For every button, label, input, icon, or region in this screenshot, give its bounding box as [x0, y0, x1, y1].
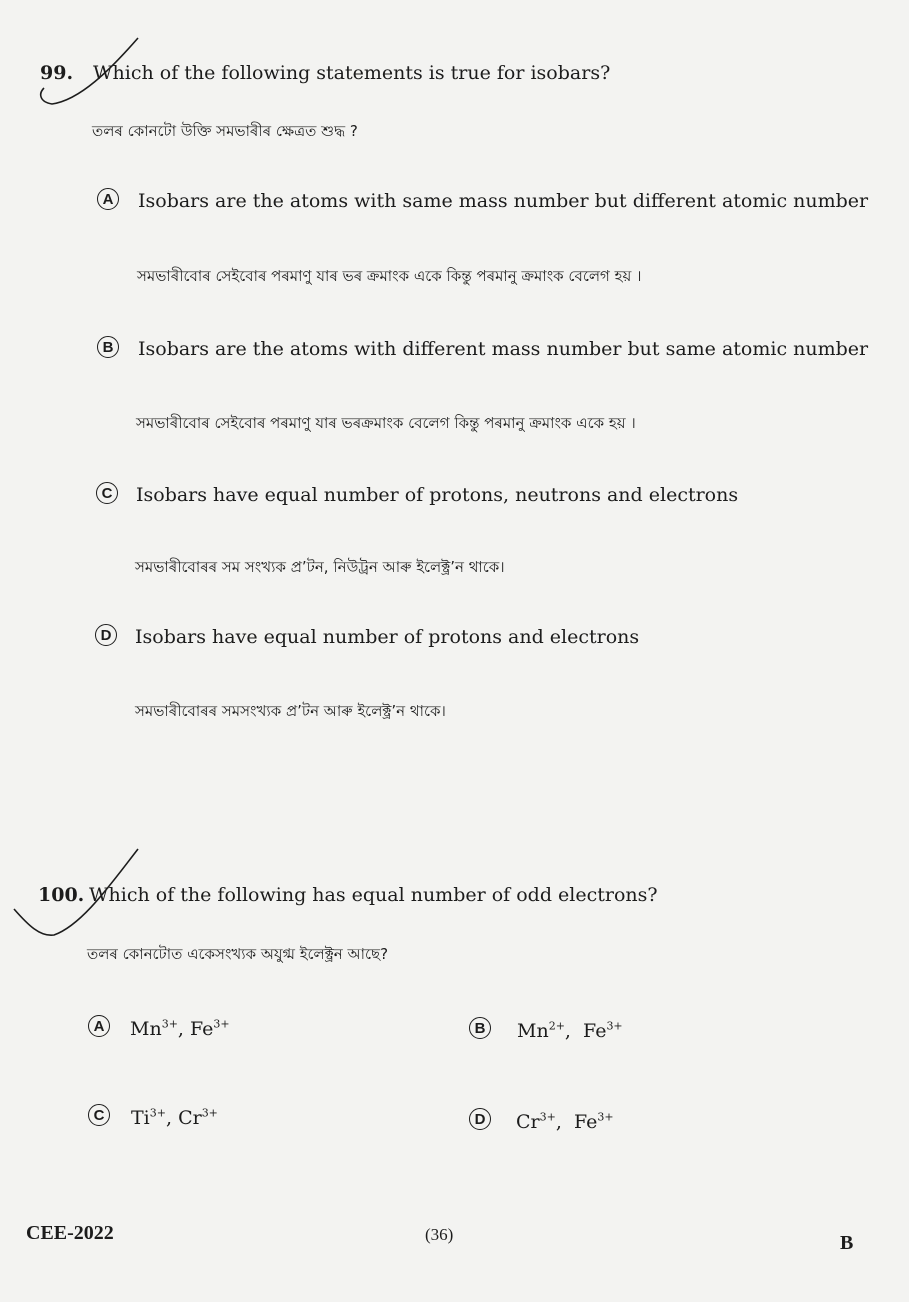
question-100-number: 100.: [38, 884, 85, 906]
option-b-marker[interactable]: B: [97, 336, 119, 358]
option-a-marker[interactable]: A: [97, 188, 119, 210]
question-100-text-assamese: তলৰ কোনটোত একেসংখ্যক অযুগ্ম ইলেক্ট্ৰন আছে?: [87, 945, 389, 963]
option-c-marker[interactable]: C: [96, 482, 118, 504]
footer-exam-code: CEE-2022: [26, 1222, 114, 1244]
q100-option-c-marker[interactable]: C: [88, 1104, 110, 1126]
q99-option-c-text-assamese: সমভাৰীবোৰৰ সম সংখ্যক প্ৰ’টন, নিউট্ৰন আৰু ইলেক্ট্ৰ’ন থাকে।: [135, 558, 505, 576]
handwritten-tick-100: [10, 845, 150, 945]
footer-page-number: (36): [425, 1225, 454, 1244]
q100-option-a-text: $Mn^{3+}$, $Fe^{3+}$: [130, 1017, 230, 1040]
q100-option-c-text: $Ti^{3+}$, $Cr^{3+}$: [131, 1106, 218, 1129]
question-99-text: Which of the following statements is true for isobars?: [93, 62, 611, 84]
option-d-marker[interactable]: D: [95, 624, 117, 646]
q99-option-a-text-assamese: সমভাৰীবোৰ সেইবোৰ পৰমাণু যাৰ ভৰ ক্ৰমাংক একে কিন্তু পৰমানু ক্ৰমাংক বেলেগ হয় ।: [137, 267, 642, 285]
q99-option-d-text-assamese: সমভাৰীবোৰৰ সমসংখ্যক প্ৰ’টন আৰু ইলেক্ট্ৰ’ন থাকে।: [135, 702, 446, 720]
q99-option-d-text: Isobars have equal number of protons and electrons: [135, 626, 640, 648]
q99-option-b-text-assamese: সমভাৰীবোৰ সেইবোৰ পৰমাণু যাৰ ভৰক্ৰমাংক বেলেগ কিন্তু পৰমানু ক্ৰমাংক একে হয় ।: [136, 414, 636, 432]
question-100-text: Which of the following has equal number of odd electrons?: [89, 884, 658, 906]
handwritten-tick-99: [30, 30, 150, 110]
q99-option-b-text: Isobars are the atoms with different mass number but same atomic number: [138, 338, 869, 360]
q100-option-d-marker[interactable]: D: [469, 1108, 491, 1130]
question-99-text-assamese: তলৰ কোনটো উক্তি সমভাৰীৰ ক্ষেত্ৰত শুদ্ধ ?: [92, 122, 358, 140]
q100-option-d-text: $Cr^{3+}$, $Fe^{3+}$: [516, 1110, 614, 1133]
question-99-number: 99.: [40, 62, 74, 84]
q100-option-b-marker[interactable]: B: [469, 1017, 491, 1039]
q100-option-b-text: $Mn^{2+}$, $Fe^{3+}$: [517, 1019, 623, 1042]
q100-option-a-marker[interactable]: A: [88, 1015, 110, 1037]
q99-option-c-text: Isobars have equal number of protons, neutrons and electrons: [136, 484, 739, 506]
q99-option-a-text: Isobars are the atoms with same mass number but different atomic number: [138, 190, 869, 212]
footer-set-letter: B: [840, 1232, 854, 1254]
